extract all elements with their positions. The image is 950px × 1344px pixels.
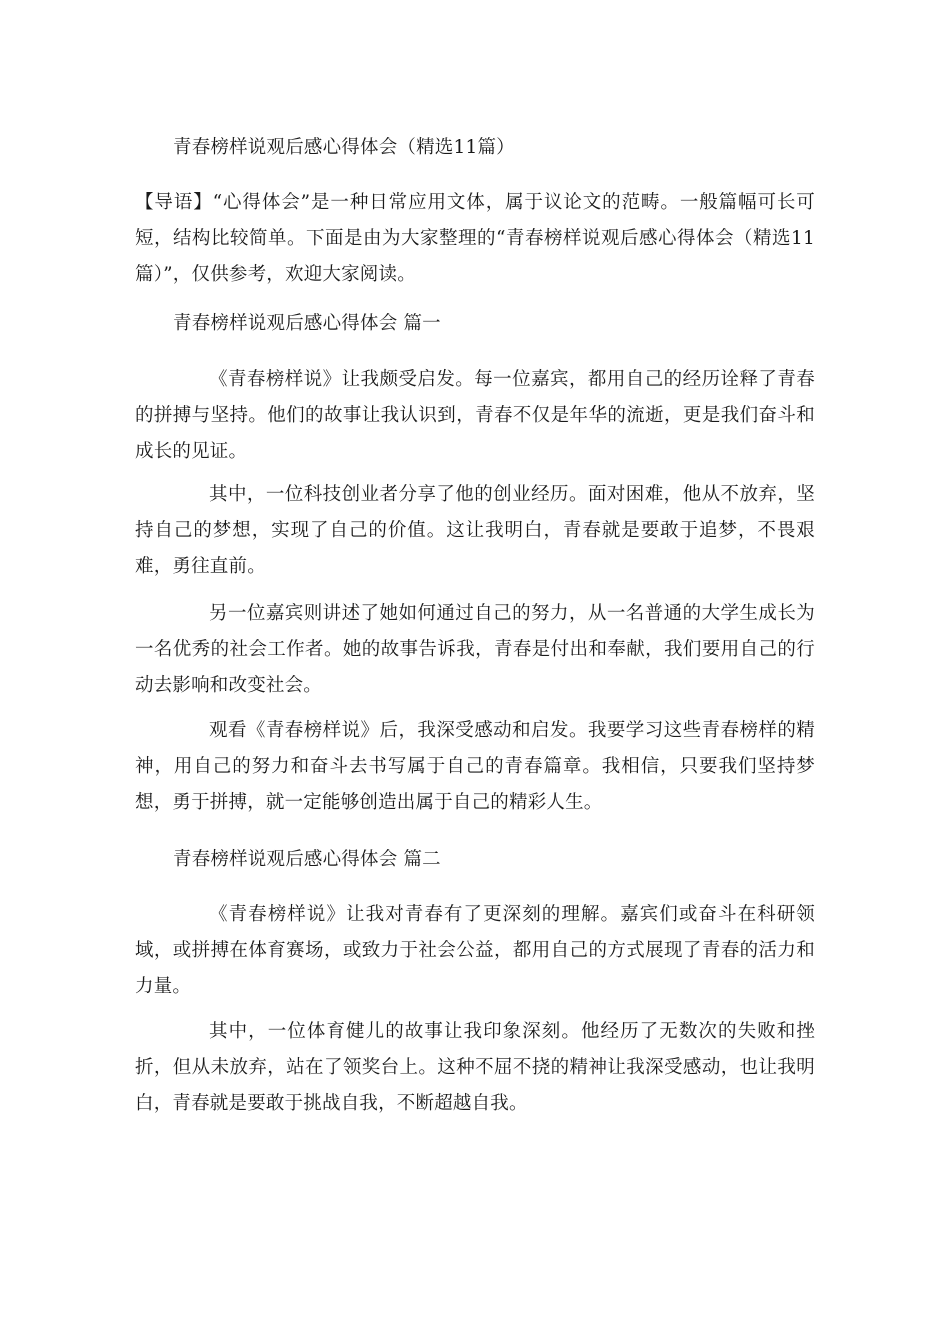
section-one-heading: 青春榜样说观后感心得体会 篇一: [173, 313, 441, 334]
section-one-paragraph-1: 《青春榜样说》让我颇受启发。每一位嘉宾，都用自己的经历诠释了青春的拼搏与坚持。他们的故事让我认识到，青春不仅是年华的流逝，更是我们奋斗和成长的见证。: [135, 369, 815, 462]
document-title: 青春榜样说观后感心得体会（精选11篇）: [173, 137, 515, 158]
section-one-paragraph-2: 其中，一位科技创业者分享了他的创业经历。面对困难，他从不放弃，坚持自己的梦想，实现了自己的价值。这让我明白，青春就是要敢于追梦，不畏艰难，勇往直前。: [135, 484, 815, 577]
section-two-heading: 青春榜样说观后感心得体会 篇二: [173, 849, 441, 870]
section-two-paragraph-2: 其中，一位体育健儿的故事让我印象深刻。他经历了无数次的失败和挫折，但从未放弃，站在了领奖台上。这种不屈不挠的精神让我深受感动，也让我明白，青春就是要敢于挑战自我，不断超越自我。: [135, 1021, 815, 1114]
section-one-paragraph-3: 另一位嘉宾则讲述了她如何通过自己的努力，从一名普通的大学生成长为一名优秀的社会工作者。她的故事告诉我，青春是付出和奉献，我们要用自己的行动去影响和改变社会。: [135, 603, 815, 696]
section-two-paragraph-1: 《青春榜样说》让我对青春有了更深刻的理解。嘉宾们或奋斗在科研领域，或拼搏在体育赛场，或致力于社会公益，都用自己的方式展现了青春的活力和力量。: [135, 904, 815, 997]
section-one-paragraph-4: 观看《青春榜样说》后，我深受感动和启发。我要学习这些青春榜样的精神，用自己的努力和奋斗去书写属于自己的青春篇章。我相信，只要我们坚持梦想，勇于拼搏，就一定能够创造出属于自己的精彩人生。: [135, 720, 815, 813]
intro-paragraph: 【导语】“心得体会”是一种日常应用文体，属于议论文的范畴。一般篇幅可长可短，结构比较简单。下面是由为大家整理的“青春榜样说观后感心得体会（精选11篇）”，仅供参考，欢迎大家阅读。: [135, 192, 815, 285]
